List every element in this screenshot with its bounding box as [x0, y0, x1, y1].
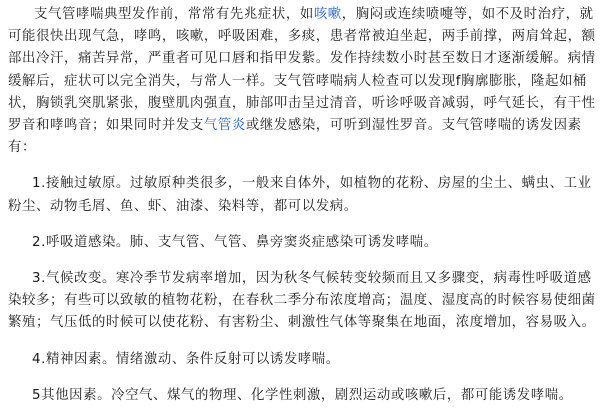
- intro-text-2: ，胸闷或连续喷嚏等，如不及时治疗，就可能很快出现气急，哮鸣，咳嗽，呼吸困难，多痰，患者常被迫坐起，两手前撑，两肩耸起，额部出冷汗，痛苦异常，严重者可见口唇和指甲发紫。发作持续数小时甚至数日才逐渐缓解。病情缓解后，症状可以完全消失，与常人一样。支气管哮喘病人检查可以发现f胸廓膨胀，隆起如桶状，胸锁乳突肌紧张，腹壁肌肉强直，肺部叩击呈过清音，听诊呼吸音减弱，呼气延长，有干性罗音和哮鸣音；如果同时并发支: [8, 7, 596, 134]
- cough-link[interactable]: 咳嗽: [313, 7, 342, 22]
- paragraph-gap: [8, 371, 596, 385]
- intro-text-1: 支气管哮喘典型发作前，常常有先兆症状，如: [34, 7, 314, 22]
- list-item: 3.气候改变。寒冷季节发病率增加，因为秋冬气候转变较频而且又多骤变，病毒性呼吸道感染较多；有些可以致敏的植物花粉，在春秋二季分布浓度增高；温度、湿度高的时候容易使细菌繁殖；气压低的时候可以使花粉、有害粉尘、刺激性气体等聚集在地面，浓度增加，容易吸入。: [8, 271, 596, 331]
- intro-text-3: 或继发感染，可听到湿性罗音。支气管哮喘的诱发因素有：: [8, 118, 582, 156]
- bronchitis-link[interactable]: 气管炎: [203, 118, 246, 134]
- list-item: 1.接触过敏原。过敏原种类很多，一般来自体外，如植物的花粉、房屋的尘土、螨虫、工业粉尘、动物毛屑、鱼、虾、油漆、染料等，都可以发病。: [8, 176, 592, 214]
- paragraph-gap: [8, 159, 596, 173]
- list-item: 5其他因素。冷空气、煤气的物理、化学性刺激，剧烈运动或咳嗽后，都可能诱发哮喘。: [32, 387, 573, 403]
- article-body: [8, 4, 596, 407]
- list-item: 4.精神因素。情绪激动、条件反射可以诱发哮喘。: [32, 351, 340, 367]
- intro-paragraph: [8, 4, 596, 159]
- paragraph-gap: [8, 335, 596, 349]
- paragraph-gap: [8, 218, 596, 232]
- paragraph-gap: [8, 254, 596, 268]
- list-item: 2.呼吸道感染。肺、支气管、气管、鼻旁窦炎症感染可诱发哮喘。: [32, 234, 438, 250]
